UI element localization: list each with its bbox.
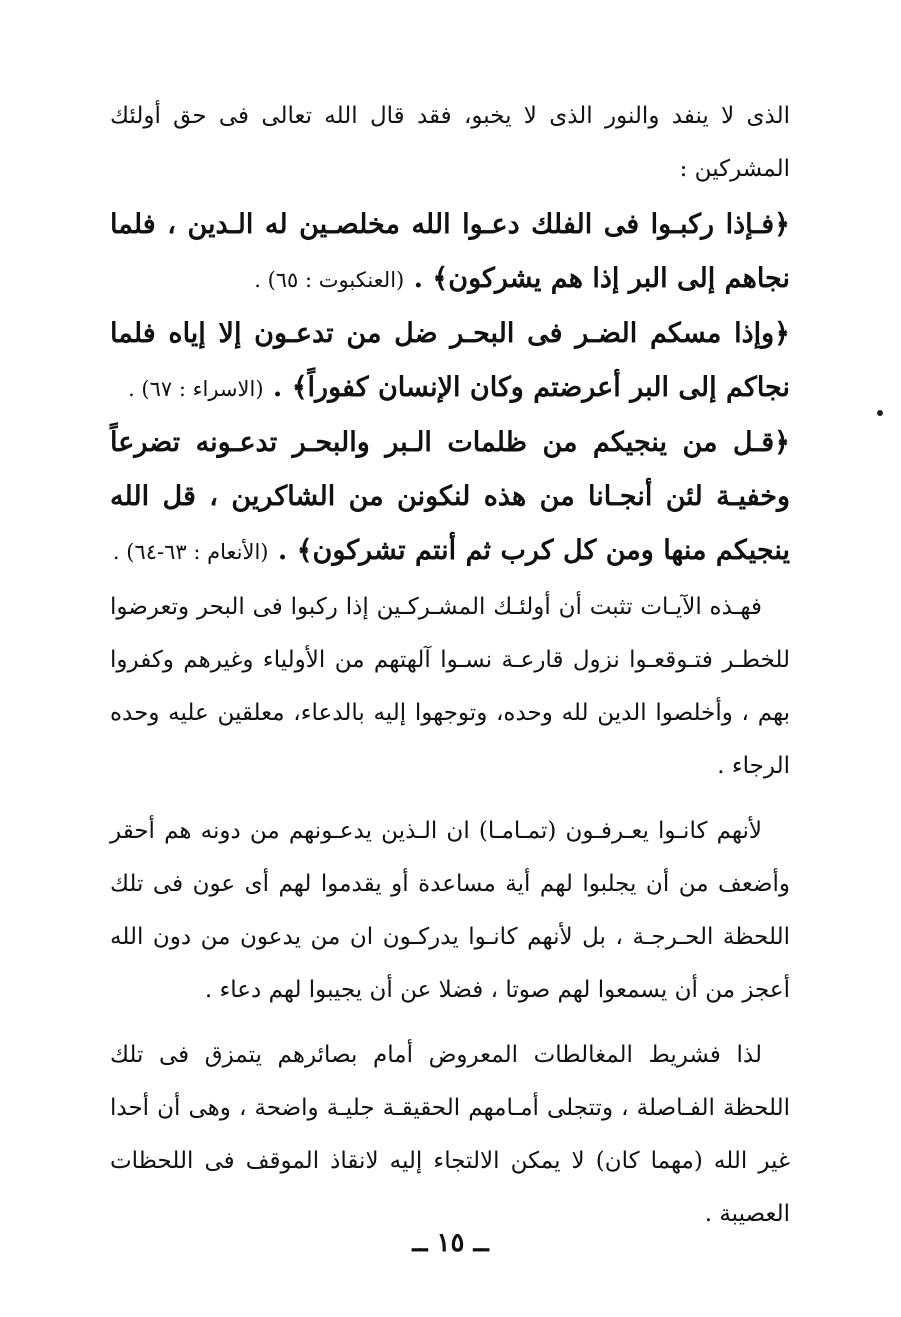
body-paragraph-1: فهـذه الآيـات تثبت أن أولئـك المشـركـين إذا ركبوا فى البحر وتعرضوا للخطـر فتـوقعـوا نزول قارعـة نسـوا آلهتهم من الأولياء وغيرهم وكفروا بهم ، وأخلصوا الدين لله وحده، وتوجهوا إليه بالدعاء، معلقين عليه وحده الرجاء . <box>110 594 790 779</box>
page-number: ــ ١٥ ــ <box>412 1228 489 1258</box>
quran-verse-3 <box>110 416 790 579</box>
spacer <box>110 1017 790 1029</box>
verse-text: ﴿وإذا مسكم الضـر فى البحـر ضل من تدعـون إلا إياه فلما نجاكم إلى البر أعرضتم وكان الإنسان كفوراً﴾ . <box>110 318 790 403</box>
verse-text: ﴿فـإذا ركبـوا فى الفلك دعـوا الله مخلصـين له الـدين ، فلما نجاهم إلى البر إذا هم يشركون﴾ . <box>110 209 790 294</box>
margin-dot <box>877 410 883 416</box>
verse-reference: (الأنعام : ٦٣-٦٤) . <box>112 540 269 564</box>
quran-verse-1 <box>110 198 790 307</box>
body-paragraph-2: لأنهم كانـوا يعـرفـون (تمـامـا) ان الـذين يدعـونهم من دونه هم أحقر وأضعف من أن يجلبوا لهم أية مساعدة أو يقدموا لهم أى عون فى تلك اللحظة الحـرجـة ، بل لأنهم كانـوا يدركـون ان من يدعون من دون الله أعجز من أن يسمعوا لهم صوتا ، فضلا عن أن يجيبوا لهم دعاء . <box>110 818 790 1003</box>
page-body <box>110 90 790 1241</box>
verse-reference: (العنكبوت : ٦٥) . <box>254 268 405 292</box>
verse-text: ﴿قـل من ينجيكم من ظلمات الـبر والبحـر تدعـونه تضرعاً وخفيـة لئن أنجـانا من هذه لنكونن من الشاكرين ، قل الله ينجيكم منها ومن كل كرب ثم أنتم تشركون﴾ . <box>110 427 790 566</box>
intro-paragraph: الذى لا ينفد والنور الذى لا يخبو، فقد قال الله تعالى فى حق أولئك المشركين : <box>110 103 790 182</box>
verse-reference: (الاسراء : ٦٧) . <box>128 377 264 401</box>
quran-verse-2 <box>110 307 790 416</box>
body-paragraph-3: لذا فشريط المغالطات المعروض أمام بصائرهم يتمزق فى تلك اللحظة الفـاصلة ، وتتجلى أمـامهم الحقيقـة جليـة واضحة ، وهى أن أحدا غير الله (مهما كان) لا يمكن الالتجاء إليه لانقاذ الموقف فى اللحظات العصيبة . <box>110 1042 790 1227</box>
spacer <box>110 793 790 805</box>
